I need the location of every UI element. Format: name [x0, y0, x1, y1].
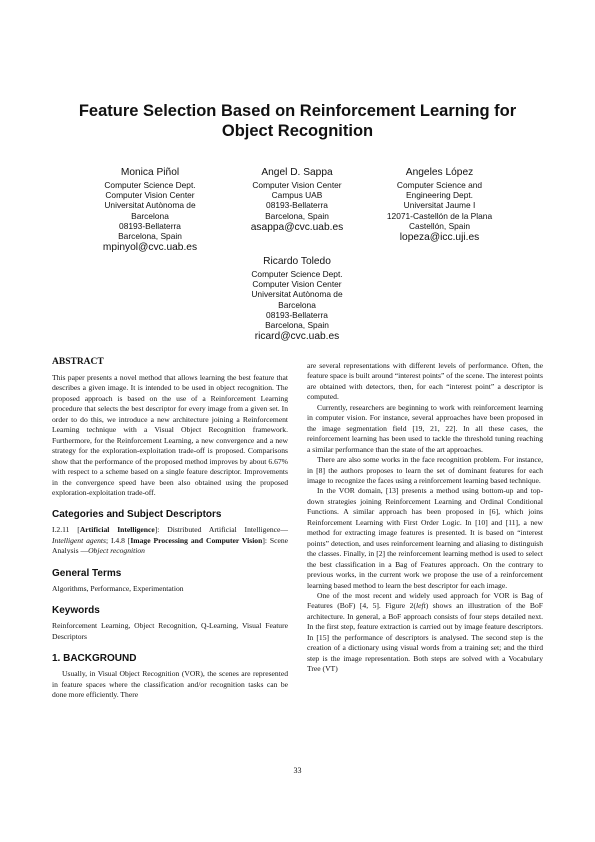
abstract-heading: ABSTRACT: [52, 357, 104, 367]
affiliation-line: Universitat Jaume I: [403, 200, 476, 211]
author-name: Monica Piñol: [120, 167, 180, 178]
author-email[interactable]: asappa@cvc.uab.es: [250, 221, 344, 233]
affiliation-line: 08193-Bellaterra: [119, 220, 181, 231]
author-block-toledo: [222, 256, 372, 343]
page-number: 33: [293, 766, 302, 775]
affiliation-line: Barcelona, Spain: [265, 210, 329, 221]
affiliation-line: Universitat Autònoma de: [104, 200, 196, 211]
affiliation-line: Castellón, Spain: [409, 220, 470, 231]
affiliation-line: Barcelona, Spain: [118, 231, 182, 242]
affiliation-line: 08193-Bellaterra: [266, 200, 328, 211]
author-email[interactable]: mpinyol@cvc.uab.es: [102, 242, 198, 254]
author-name: Angeles López: [405, 167, 474, 178]
affiliation-line: Computer Vision Center: [252, 279, 342, 290]
affiliation-line: Computer Science Dept.: [251, 269, 343, 279]
general-terms-text: Algorithms, Performance, Experimentation: [52, 583, 184, 593]
categories-heading: Categories and Subject Descriptors: [52, 509, 222, 521]
body-paragraph: One of the most recent and widely used approach for VOR is Bag of Features (BoF) [4, 5]. Figure 2(left) shows an illustration of the BoF architecture. In general, a BoF approach consists of four steps detailed next. In the first step, feature extraction is carried out by image feature descriptors. In [15] the performance of descriptors is analysed. The second step is the creation of a dictionary using visual words from a training set; and the third step is the image representation. Both steps are solved with a Vocabulary Tree (VT): [307, 590, 544, 674]
author-name: Ricardo Toledo: [263, 256, 331, 267]
affiliation-line: Computer Vision Center: [105, 190, 195, 201]
body-paragraph: are several representations with different levels of performance. Often, the feature space is built around “interest points” of the scene. The interest points are obtained with detectors, then, for each “interest point” a descriptor is computed.: [307, 361, 543, 402]
affiliation-line: Universitat Autònoma de: [251, 289, 343, 300]
background-paragraph: Usually, in Visual Object Recognition (VOR), the scenes are represented in feature spaces where the classification and/or recognition tasks can be done more efficiently. There: [52, 669, 288, 700]
affiliation-line: 08193-Bellaterra: [266, 309, 328, 320]
affiliation-line: Computer Science and: [396, 180, 483, 190]
body-paragraph: In the VOR domain, [13] presents a method using bottom-up and top-down strategies joining Reinforcement Learning and Ordinal Conditional Functions. A similar approach has been proposed in [6], which joins Reinforcement Learning with First Order Logic. In [10] and [11], a new method for extracting image features is presented. It is based on “interest points” detection, and uses reinforcement learning and aliasing to distinguish the classes. Finally, in [2] the reinforcement learning method is used to select the best classification in a Bag of Features approach. On the contrary to previous works, in the current work we propose the use of a reinforcement learning based method to learn the best descriptor for each image.: [307, 486, 543, 590]
background-heading: 1. BACKGROUND: [52, 653, 137, 665]
affiliation-line: Campus UAB: [271, 190, 323, 201]
title-line-1: Feature Selection Based on Reinforcement Learning for: [78, 102, 517, 120]
author-block-sappa: [222, 167, 372, 234]
affiliation-line: Barcelona, Spain: [265, 320, 329, 331]
affiliation-line: Engineering Dept.: [405, 190, 474, 201]
author-email[interactable]: ricard@cvc.uab.es: [254, 331, 340, 343]
categories-text: I.2.11 [Artificial Intelligence]: Distributed Artificial Intelligence—Intelligent agents; I.4.8 [Image Processing and Computer Vision]: Scene Analysis —Object recognition: [52, 525, 289, 556]
author-block-lopez: [362, 167, 517, 244]
general-terms-heading: General Terms: [52, 567, 122, 579]
affiliation-line: Computer Science Dept.: [104, 180, 196, 190]
author-email[interactable]: lopeza@icc.uji.es: [399, 232, 480, 244]
affiliation-line: Barcelona: [278, 299, 316, 310]
keywords-text: Reinforcement Learning, Object Recognition, Q-Learning, Visual Feature Descriptors: [52, 621, 288, 641]
title-line-2: Object Recognition: [221, 122, 374, 140]
paper-title: [40, 101, 555, 141]
affiliation-line: Computer Vision Center: [252, 180, 342, 190]
affiliation-line: Barcelona: [131, 210, 169, 221]
author-name: Angel D. Sappa: [261, 167, 333, 178]
right-column: [307, 361, 543, 675]
keywords-heading: Keywords: [52, 605, 100, 617]
body-paragraph: There are also some works in the face recognition problem. For instance, in [8] the authors proposes to learn the set of dominant features for each image to recognize the faces using a reinforcement learning based technique.: [307, 455, 543, 485]
affiliation-line: 12071-Castellón de la Plana: [386, 210, 493, 221]
left-column: [52, 356, 288, 701]
body-paragraph: Currently, researchers are beginning to work with reinforcement learning in computer vision. For instance, several approaches have been proposed in the image segmentation field [19, 21, 22]. In all these cases, the reinforcement learning has been used to tackle the threshold tuning reaching a similar performance than the state of the art approaches.: [307, 402, 543, 454]
abstract-text: This paper presents a novel method that allows learning the best feature that describes a given image. It is intended to be used in object recognition. The proposed approach is based on the use of a Reinforcement Learning procedure that selects the best descriptor for every image from a given set. In order to do this, we introduce a new architecture joining a Reinforcement Learning technique with a Visual Object Recognition framework. Furthermore, for the Reinforcement Learning, a new convergence and a new strategy for the exploration-exploitation trade-off is proposed. Comparisons show that the performance of the proposed method improves by about 6.67% with respect to a scheme based on a single feature descriptor. Improvements in the convergence speed have been also obtained using the proposed exploration-exploitation trade-off.: [52, 373, 288, 497]
author-block-pinol: [75, 167, 225, 254]
